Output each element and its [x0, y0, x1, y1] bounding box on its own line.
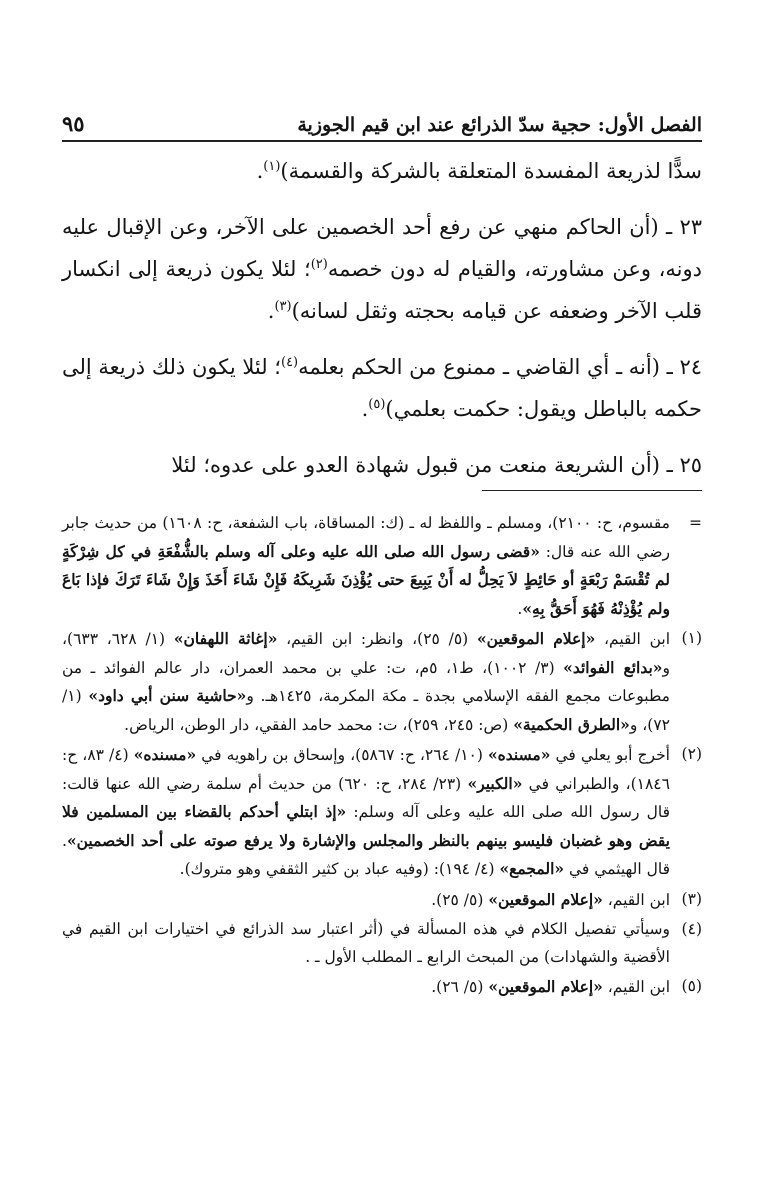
footnotes: [62, 510, 702, 1002]
footnote-4: (٤) وسيأتي تفصيل الكلام في هذه المسألة في (أثر اعتبار سد الذرائع في اختيارات ابن القيم في الأقضية والشهادات) من المبحث الرابع ـ المطلب الأول ـ .: [62, 916, 702, 971]
footnote-ref[interactable]: (٢): [310, 257, 328, 272]
footnote-mark: (٢): [681, 745, 702, 763]
footnote-1: (١) ابن القيم، «إعلام الموقعين» (٥/ ٢٥)، وانظر: ابن القيم، «إغاثة اللهفان» (١/ ٦٢٨، ٦٣٣)، و«بدائع الفوائد» (٣/ ١٠٠٢)، ط١، ٥م، ت: علي بن محمد العمران، دار عالم الفوائد ـ من مطبوعات مجمع الفقه الإسلامي بجدة ـ مكة المكرمة، ١٤٢٥هـ. و«حاشية سنن أبي داود» (١/ ٧٢)، و«الطرق الحكمية» (ص: ٢٤٥، ٢٥٩)، ت: محمد حامد الفقي، دار الوطن، الرياض.: [62, 625, 702, 739]
footnote-ref[interactable]: (٣): [274, 299, 292, 314]
footnote-ref[interactable]: (٤): [280, 355, 299, 370]
footnote-mark: (٣): [681, 889, 702, 908]
paragraph: سدًّا لذريعة المفسدة المتعلقة بالشركة والقسمة)$^{(١)}$.: [256, 159, 702, 183]
paragraph: ٢٥ ـ (أن الشريعة منعت من قبول شهادة العدو على عدوه؛ لئلا: [171, 453, 702, 477]
paragraph: ٢٤ ـ (أنه ـ أي القاضي ـ ممنوع من الحكم بعلمه$^{(٤)}$؛ لئلا يكون ذلك ذريعة إلى حكمه بالباطل ويقول: حكمت بعلمي)$^{(٥)}$.: [62, 355, 702, 421]
footnote-ref[interactable]: (١): [263, 159, 281, 174]
page-number: ٩٥: [62, 111, 85, 136]
footnote-mark: (٤): [681, 920, 702, 938]
chapter-title: الفصل الأول: حجية سدّ الذرائع عند ابن قيم الجوزية: [297, 114, 702, 136]
footnote-divider: [482, 490, 702, 491]
footnote-3: (٣) ابن القيم، «إعلام الموقعين» (٥/ ٢٥).: [62, 886, 702, 915]
paragraph: ٢٣ ـ (أن الحاكم منهي عن رفع أحد الخصمين على الآخر، وعن الإقبال عليه دونه، وعن مشاورته، والقيام له دون خصمه$^{(٢)}$؛ لئلا يكون ذريعة إلى انكسار قلب الآخر وضعفه عن قيامه بحجته وثقل لسانه)$^{(٣)}$.: [62, 215, 702, 323]
footnote-5: (٥) ابن القيم، «إعلام الموقعين» (٥/ ٢٦).: [62, 973, 702, 1002]
footnote-2: (٢) أخرج أبو يعلي في «مسنده» (١٠/ ٢٦٤، ح: ٥٨٦٧)، وإسحاق بن راهويه في «مسنده» (٤/ ٨٣، ح: ١٨٤٦)، والطبراني في «الكبير» (٢٣/ ٢٨٤، ح: ٦٢٠) من حديث أم سلمة رضي الله عنها قالت: قال رسول الله صلى الله عليه وعلى آله وسلم: «إذ ابتلي أحدكم بالقضاء بين المسلمين فلا يقض وهو غضبان فليسو بينهم بالنظر والمجلس والإشارة ولا يرفع صوته على أحد الخصمين». قال الهيثمي في «المجمع» (٤/ ١٩٤): (وفيه عباد بن كثير الثقفي وهو متروك).: [62, 741, 702, 884]
hadith-quote: «قضى رسول الله صلى الله عليه وعلى آله وسلم بالشُّفْعَةِ في كل شِرْكَةٍ لم تُقْسَمْ رَبْعَةٍ أو حَائِطٍ لاَ يَحِلُّ له أَنْ يَبِيعَ حتى يُؤْذِنَ شَرِيكَهُ فَإِنْ شَاءَ أَخَذَ وَإِنْ شَاءَ تَرَكَ فإذا بَاعَ ولم يُؤْذِنْهُ فَهُوَ أَحَقُّ بِهِ»: [62, 541, 670, 618]
footnote-mark: =: [689, 514, 702, 532]
main-text: [62, 150, 702, 486]
footnote-ref[interactable]: (٥): [368, 397, 386, 412]
running-header: [62, 98, 702, 142]
footnote-mark: (١): [681, 629, 702, 647]
footnote-mark: (٥): [681, 977, 702, 995]
footnote-continued: = مقسوم، ح: ٢١٠٠)، ومسلم ـ واللفظ له ـ (ك: المساقاة، باب الشفعة، ح: ١٦٠٨) من حديث جابر رضي الله عنه قال: «قضى رسول الله صلى الله عليه وعلى آله وسلم بالشُّفْعَةِ في كل شِرْكَةٍ لم تُقْسَمْ رَبْعَةٍ أو حَائِطٍ لاَ يَحِلُّ له أَنْ يَبِيعَ حتى يُؤْذِنَ شَرِيكَهُ فَإِنْ شَاءَ أَخَذَ وَإِنْ شَاءَ تَرَكَ فإذا بَاعَ ولم يُؤْذِنْهُ فَهُوَ أَحَقُّ بِهِ».: [62, 510, 702, 623]
